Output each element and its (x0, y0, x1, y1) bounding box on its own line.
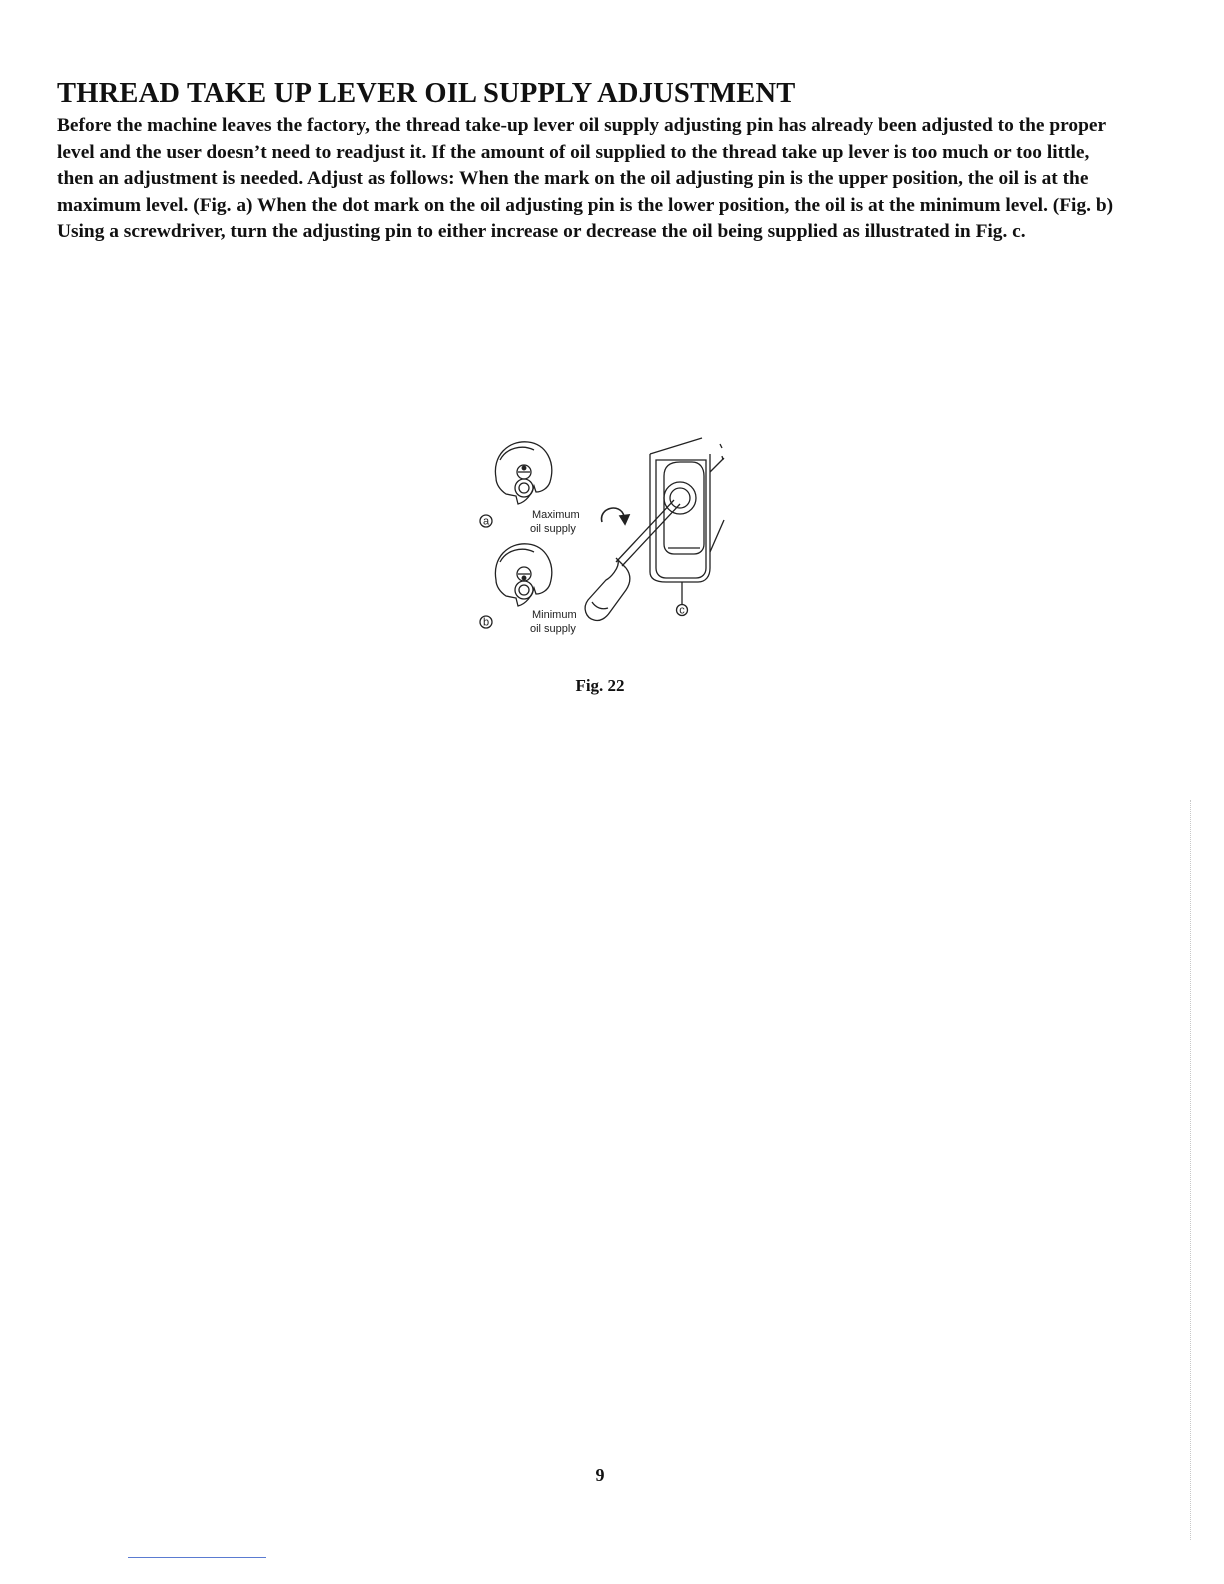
footer-rule (128, 1557, 266, 1558)
circle-a-icon (480, 515, 492, 528)
label-maximum: Maximum (532, 509, 580, 521)
label-max-oil-supply: oil supply (530, 523, 576, 535)
label-min-oil-supply: oil supply (530, 623, 576, 635)
rotate-arrow-icon (602, 508, 629, 524)
circle-c-icon (677, 605, 688, 617)
svg-text:b: b (482, 616, 490, 629)
scan-edge-line (1190, 800, 1191, 1540)
pin-min-illustration (495, 544, 551, 606)
label-minimum: Minimum (532, 609, 577, 621)
screwdriver-illustration (585, 500, 680, 621)
machine-housing-illustration (650, 438, 724, 604)
page-heading: THREAD TAKE UP LEVER OIL SUPPLY ADJUSTMENT (57, 78, 796, 109)
pin-max-illustration (495, 442, 551, 504)
oil-adjustment-figure (470, 432, 740, 644)
svg-text:c: c (679, 604, 685, 617)
instructions-paragraph: Before the machine leaves the factory, the thread take-up lever oil supply adjusting pin has already been adjusted to the proper level and the user doesn’t need to readjust it. If the amount of oil supplied to the thread take up lever is too much or too little, then an adjustment is needed. Adjust as follows: When the mark on the oil adjusting pin is the upper position, the oil is at the maximum level. (Fig. a) When the dot mark on the oil adjusting pin is the lower position, the oil is at the minimum level. (Fig. b) Using a screwdriver, turn the adjusting pin to either increase or decrease the oil being supplied as illustrated in Fig. c. (57, 115, 1114, 243)
figure-caption: Fig. 22 (575, 676, 625, 695)
svg-text:a: a (482, 515, 490, 528)
circle-b-icon (480, 616, 492, 629)
page-number: 9 (595, 1465, 605, 1485)
